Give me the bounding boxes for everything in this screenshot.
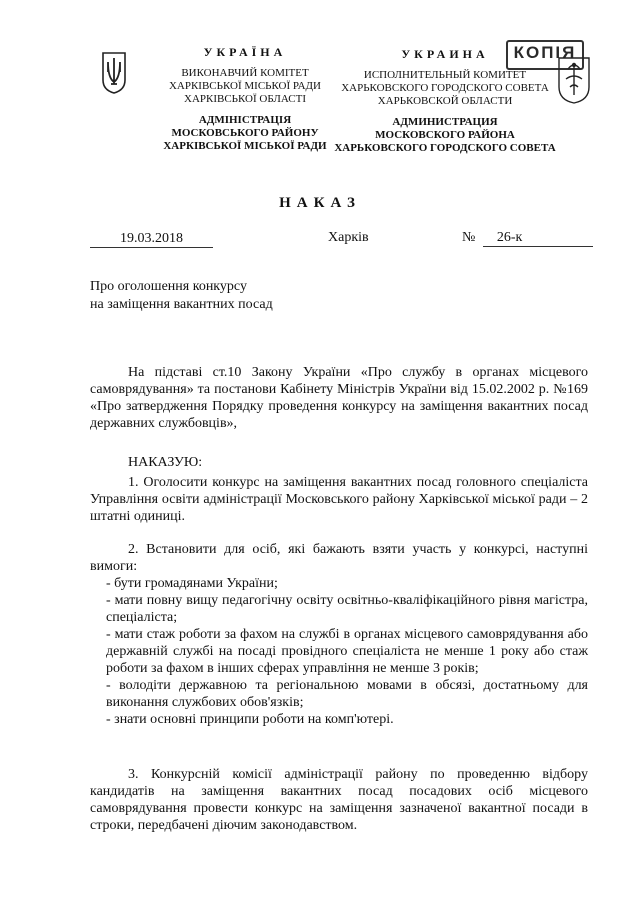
order-number	[462, 230, 593, 247]
header-left-bold-line: АДМІНІСТРАЦІЯ	[198, 114, 292, 126]
header-left-line: ВИКОНАВЧИЙ КОМІТЕТ	[181, 67, 309, 79]
header-right-line: ИСПОЛНИТЕЛЬНЫЙ КОМИТЕТ	[363, 69, 527, 81]
order-title: НАКАЗ	[279, 195, 361, 211]
subject-line: Про оголошення конкурсу	[90, 279, 247, 294]
header-left-line: ХАРКІВСЬКОЇ МІСЬКОЇ РАДИ	[168, 80, 322, 92]
header-left-line: ХАРКІВСЬКОЇ ОБЛАСТІ	[184, 93, 306, 105]
requirement-item: - мати стаж роботи за фахом на службі в органах місцевого самоврядування або державній службі на посаді провідного спеціаліста не менше 1 року або стаж роботи за фахом в інших сферах управління не менше 3 років;	[106, 627, 588, 676]
header-left-admin	[150, 114, 340, 153]
header-right-admin	[330, 116, 560, 155]
requirement-item: - мати повну вищу педагогічну освіту освітньо-кваліфікаційного рівня магістра, спеціаліста;	[106, 593, 588, 625]
header-right-line: ХАРЬКОВСКОГО ГОРОДСКОГО СОВЕТА	[341, 82, 549, 94]
order-item-3: 3. Конкурсній комісії адміністрації району по проведенню відбору кандидатів на заміщення вакантних посад посадових осіб місцевого самоврядування провести конкурс на заміщення зазначеної вакантної посади в строки, передбачені діючим законодавством.	[90, 767, 588, 833]
kharkiv-coat-of-arms-icon	[556, 55, 592, 105]
order-item-2: 2. Встановити для осіб, які бажають взяти участь у конкурсі, наступні вимоги:	[90, 542, 588, 574]
order-number-value: 26-к	[483, 230, 593, 247]
order-date	[90, 231, 213, 248]
header-right-bold-line: ХАРЬКОВСКОГО ГОРОДСКОГО СОВЕТА	[334, 142, 556, 154]
copy-stamp: КОПІЯ	[506, 40, 584, 70]
preamble-paragraph: На підставі ст.10 Закону України «Про службу в органах місцевого самоврядування» та постанови Кабінету Міністрів України від 15.02.2002 р. №169 «Про затвердження Порядку проведення конкурсу на заміщення вакантних посад державних службовців»,	[90, 365, 588, 431]
order-number-label: №	[462, 230, 476, 245]
header-right-bold-line: МОСКОВСКОГО РАЙОНА	[375, 129, 515, 141]
order-item-1: 1. Оголосити конкурс на заміщення вакантних посад головного спеціаліста Управління освіти адміністрації Московського району Харківської міської ради – 2 штатні одиниці.	[90, 475, 588, 524]
header-right-line: ХАРЬКОВСКОЙ ОБЛАСТИ	[377, 95, 513, 107]
requirement-item: - знати основні принципи роботи на комп'ютері.	[106, 712, 394, 727]
header-left-bold-line: МОСКОВСЬКОГО РАЙОНУ	[171, 127, 319, 139]
requirements-list	[106, 575, 588, 728]
order-date-value: 19.03.2018	[90, 231, 213, 248]
requirement-item: - бути громадянами України;	[106, 576, 278, 591]
requirement-item: - володіти державною та регіональною мовами в обсязі, достатньому для виконання службових обов'язків;	[106, 678, 588, 710]
trident-emblem-icon	[99, 50, 129, 94]
header-right-bold-line: АДМИНИСТРАЦИЯ	[392, 116, 498, 128]
header-left-bold-line: ХАРКІВСЬКОЇ МІСЬКОЇ РАДИ	[163, 140, 327, 152]
subject-line: на заміщення вакантних посад	[90, 297, 273, 312]
order-directive-heading: НАКАЗУЮ:	[128, 455, 203, 470]
header-left	[150, 46, 340, 153]
country-name-ru: УКРАИНА	[401, 47, 489, 61]
country-name-ua: УКРАЇНА	[203, 45, 287, 59]
order-subject	[90, 278, 273, 314]
order-city: Харків	[328, 230, 369, 245]
